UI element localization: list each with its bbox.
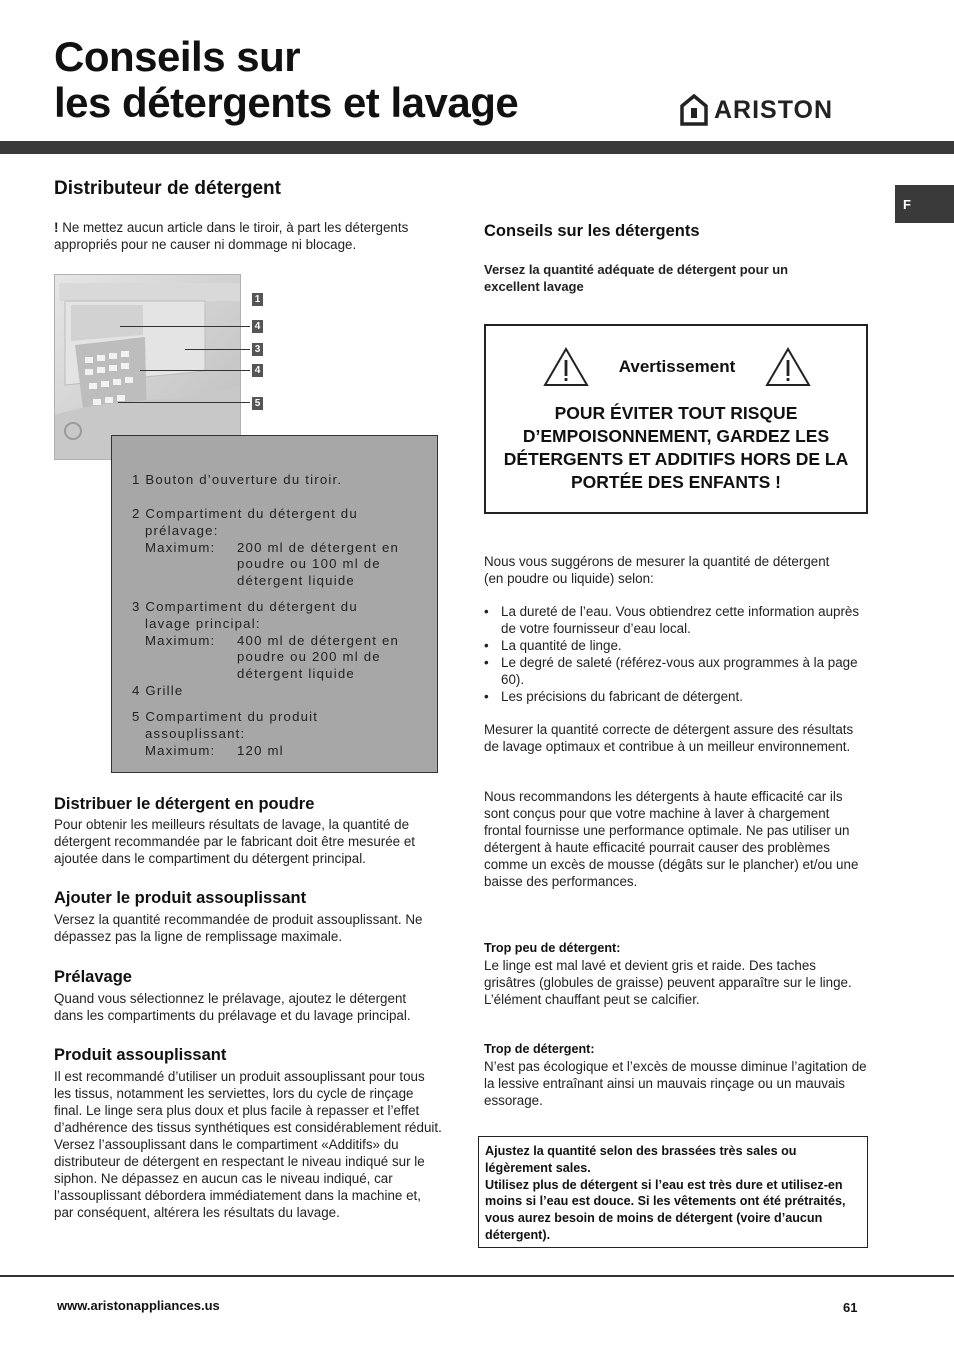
diagram-number-4b: 4 xyxy=(252,364,263,377)
heading-powder-detergent: Distribuer le détergent en poudre xyxy=(54,795,315,813)
heading-prewash: Prélavage xyxy=(54,968,132,986)
text-softener-p2: Versez l’assouplissant dans le compartiment «Additifs» du distributeur de détergent en respectant le niveau indiqué sur le siphon. Ne dépassez en aucun cas le niveau indiqué, car l’assouplissant débordera immédiatement dans la machine et, par conséquent, altérera les résultats du lavage. xyxy=(54,1137,425,1220)
measure-intro: Nous vous suggérons de mesurer la quantité de détergent (en poudre ou liquide) selon: xyxy=(484,554,830,586)
text-softener xyxy=(54,1068,442,1221)
text-too-little: Le linge est mal lavé et devient gris et raide. Des taches grisâtres (globules de graisse) peuvent apparaître sur le linge. L’élément chauffant peut se calcifier. xyxy=(484,958,852,1007)
diagram-number-5: 5 xyxy=(252,397,263,410)
warning-title: Avertissement xyxy=(618,357,736,376)
diagram-number-3: 3 xyxy=(252,343,263,356)
tip-line-1: Ajustez la quantité selon des brassées très sales ou légèrement sales. xyxy=(485,1144,797,1175)
dispenser-warning-text: Ne mettez aucun article dans le tiroir, à part les détergents appropriés pour ne causer ni dommage ni blocage. xyxy=(54,220,409,252)
warning-triangle-icon xyxy=(764,346,812,388)
diagram-number-4a: 4 xyxy=(252,320,263,333)
house-icon xyxy=(680,94,708,126)
legend-item-5 xyxy=(132,709,318,759)
adjust-tip-box xyxy=(478,1136,868,1248)
he-detergent-text: Nous recommandons les détergents à haute efficacité car ils sont conçus pour que votre machine à laver à chargement frontal fournisse une performance optimale. Ne pas utiliser un détergent à haute efficacité pourrait causer des problèmes comme un excès de mousse (dégâts sur le plancher) et/ou une baisse des performances. xyxy=(484,789,859,889)
callout-line-4b xyxy=(140,370,250,371)
legend-item-2-v1: 200 ml de détergent en xyxy=(237,539,400,555)
diagram-number-1: 1 xyxy=(252,293,263,306)
legend-item-3-line2: lavage principal: xyxy=(145,615,261,631)
drawer-illustration xyxy=(55,275,240,459)
brand-name: ARISTON xyxy=(714,95,834,124)
legend-item-5-max: Maximum: xyxy=(145,742,216,758)
footer-url[interactable]: www.aristonappliances.us xyxy=(57,1298,220,1313)
warning-text: POUR ÉVITER TOUT RISQUE D’EMPOISONNEMENT, GARDEZ LES DÉTERGENTS ET ADDITIFS HORS DE LA PORTÉE DES ENFANTS ! xyxy=(503,403,849,492)
page-number: 61 xyxy=(843,1300,858,1315)
legend-item-5-line1: 5 Compartiment du produit xyxy=(132,709,319,724)
legend-item-5-v1: 120 ml xyxy=(237,742,284,758)
list-item: • Le degré de saleté (référez-vous aux programmes à la page 60). xyxy=(484,654,864,688)
language-tab[interactable]: F xyxy=(895,185,954,223)
section-title-dispenser: Distributeur de détergent xyxy=(54,178,281,199)
list-item: • La dureté de l’eau. Vous obtiendrez cette information auprès de votre fournisseur d’eau local. xyxy=(484,603,864,637)
text-prewash: Quand vous sélectionnez le prélavage, ajoutez le détergent dans les compartiments du prélavage et du lavage principal. xyxy=(54,991,411,1023)
section-title-detergent-tips: Conseils sur les détergents xyxy=(484,222,700,240)
drawer-legend xyxy=(111,435,438,773)
brand-logo xyxy=(680,92,866,128)
page-title-line1: Conseils sur xyxy=(54,33,301,80)
legend-item-5-line2: assouplissant: xyxy=(145,725,246,741)
heading-add-softener: Ajouter le produit assouplissant xyxy=(54,889,307,907)
list-item: • La quantité de linge. xyxy=(484,637,864,654)
page-title-line2: les détergents et lavage xyxy=(54,79,519,126)
legend-item-3-v3: détergent liquide xyxy=(237,666,355,682)
text-powder-detergent: Pour obtenir les meilleurs résultats de lavage, la quantité de détergent recommandée par le fabricant doit être mesurée et ajoutée dans le compartiment du détergent principal. xyxy=(54,817,416,866)
legend-item-2-line1: 2 Compartiment du détergent du xyxy=(132,506,358,521)
legend-item-2-line2: prélavage: xyxy=(145,522,219,538)
legend-item-2 xyxy=(132,506,399,590)
warning-box xyxy=(484,324,868,514)
list-item: • Les précisions du fabricant de détergent. xyxy=(484,688,864,705)
legend-item-2-v2: poudre ou 100 ml de xyxy=(237,556,381,572)
legend-item-3-v2: poudre ou 200 ml de xyxy=(237,649,381,665)
header-bar xyxy=(0,141,954,154)
text-add-softener: Versez la quantité recommandée de produit assouplissant. Ne dépassez pas la ligne de remplissage maximale. xyxy=(54,912,423,944)
page-title xyxy=(54,34,518,126)
legend-item-2-v3: détergent liquide xyxy=(237,573,355,589)
heading-too-much: Trop de détergent: xyxy=(484,1042,595,1056)
warning-triangle-icon xyxy=(542,346,590,388)
legend-item-4: 4 Grille xyxy=(132,683,184,698)
callout-line-3 xyxy=(185,349,250,350)
callout-line-4a xyxy=(120,326,250,327)
tip-line-2: Utilisez plus de détergent si l’eau est très dure et utilisez-en moins si l’eau est douce. Si les vêtements ont été prétraités, vous aurez besoin de moins de détergent (voire d’aucun détergent). xyxy=(485,1177,846,1242)
measure-benefit: Mesurer la quantité correcte de détergent assure des résultats de lavage optimaux et contribue à un meilleur environnement. xyxy=(484,722,854,754)
text-softener-p1: Il est recommandé d’utiliser un produit assouplissant pour tous les tissus, notamment les serviettes, lors du cycle de rinçage final. Le linge sera plus doux et plus facile à repasser et l’effet d’adhérence des tissus synthétiques est considérablement réduit. xyxy=(54,1069,442,1135)
measure-criteria-list xyxy=(484,603,864,705)
callout-line-5 xyxy=(118,402,250,403)
legend-item-3-line1: 3 Compartiment du détergent du xyxy=(132,599,358,614)
warning-mark: ! xyxy=(54,220,59,235)
legend-item-3 xyxy=(132,599,399,683)
footer-rule xyxy=(0,1275,954,1277)
detergent-drawer-photo xyxy=(54,274,241,460)
heading-softener: Produit assouplissant xyxy=(54,1046,227,1064)
dispenser-warning xyxy=(54,220,414,254)
legend-item-2-max: Maximum: xyxy=(145,539,216,555)
legend-item-1: 1 Bouton d’ouverture du tiroir. xyxy=(132,472,343,487)
intro-bold: Versez la quantité adéquate de détergent pour un excellent lavage xyxy=(484,262,789,294)
legend-item-3-v1: 400 ml de détergent en xyxy=(237,632,400,648)
heading-too-little: Trop peu de détergent: xyxy=(484,941,621,955)
text-too-much: N’est pas écologique et l’excès de mousse diminue l’agitation de la lessive entraînant ainsi un mauvais rinçage ou un mauvais essorage. xyxy=(484,1059,867,1108)
legend-item-3-max: Maximum: xyxy=(145,632,216,648)
